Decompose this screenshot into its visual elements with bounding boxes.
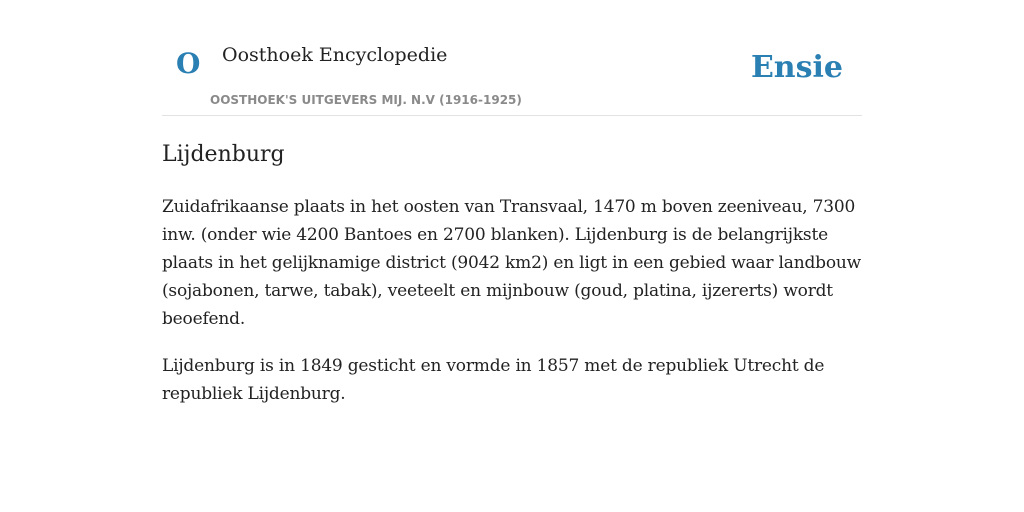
site-title-link[interactable]: Oosthoek Encyclopedie [222, 44, 448, 66]
publisher-label: OOSTHOEK'S UITGEVERS MIJ. N.V (1916-1925) [210, 93, 522, 107]
ensie-logo-link[interactable]: Ensie [750, 50, 843, 85]
encyclopedia-logo[interactable]: O [176, 47, 201, 80]
entry-title: Lijdenburg [162, 142, 285, 167]
page [162, 0, 862, 408]
entry-paragraph: Zuidafrikaanse plaats in het oosten van Transvaal, 1470 m boven zeeniveau, 7300 inw. (onder wie 4200 Bantoes en 2700 blanken). Lijdenburg is de belangrijkste plaats in het gelijknamige district (9042 km2) en ligt in een gebied waar landbouw (sojabonen, tarwe, tabak), veeteelt en mijnbouw (goud, platina, ijzererts) wordt beoefend. [162, 197, 861, 329]
site-header [162, 0, 862, 116]
entry-paragraph: Lijdenburg is in 1849 gesticht en vormde in 1857 met de republiek Utrecht de republiek Lijdenburg. [162, 356, 825, 404]
